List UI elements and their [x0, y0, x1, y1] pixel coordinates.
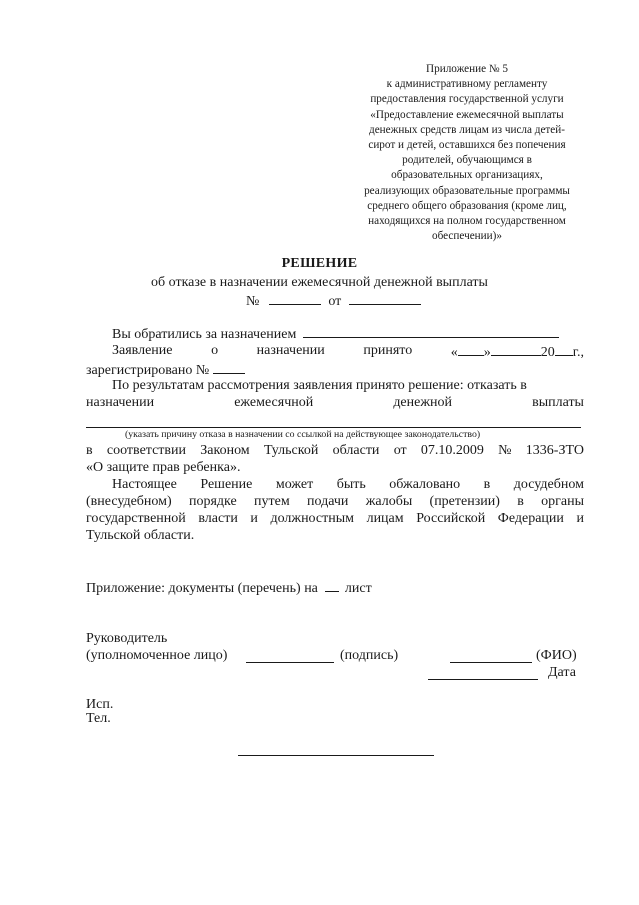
authorized-label: (уполномоченное лицо): [86, 648, 228, 663]
reason-note: (указать причину отказа в назначении со ссылкой на действующее законодательство): [125, 429, 481, 440]
word: 1336-ЗТО: [525, 443, 584, 458]
word: и: [576, 511, 584, 526]
word: быть: [336, 477, 366, 492]
word: области: [332, 443, 380, 458]
registered-line: [86, 361, 245, 379]
appeal-line-4: Тульской области.: [86, 528, 195, 543]
word: жалобы: [365, 494, 413, 509]
word: может: [275, 477, 314, 492]
bottom-divider: [238, 755, 434, 756]
head-label: Руководитель: [86, 631, 168, 646]
appendix-line: денежных средств лицам из числа детей-: [369, 123, 565, 136]
reason-field[interactable]: [86, 427, 581, 428]
word: обжаловано: [389, 477, 461, 492]
appendix-line: находящихся на полном государственном: [368, 215, 566, 228]
word: Настоящее: [112, 477, 177, 492]
word: денежной: [393, 395, 453, 410]
assign-line: [86, 395, 584, 411]
word: и: [250, 511, 258, 526]
word: путем: [254, 494, 290, 509]
word: выплаты: [532, 395, 584, 410]
date-label: Дата: [548, 665, 576, 680]
sheet-count-field[interactable]: [325, 579, 339, 592]
appeal-line-1: [112, 477, 584, 493]
word: в: [517, 494, 524, 509]
word: Решение: [200, 477, 253, 492]
attachment-line: [86, 579, 372, 597]
number-label: №: [246, 294, 260, 309]
appendix-line: реализующих образовательные программы: [364, 184, 570, 197]
registration-number-field[interactable]: [213, 361, 245, 374]
appeal-line-2: [86, 494, 584, 510]
word: о: [211, 343, 219, 358]
word: от: [393, 443, 407, 458]
month-field[interactable]: [491, 343, 541, 356]
word: назначении: [256, 343, 325, 358]
appendix-line: предоставления государственной услуги: [370, 93, 564, 106]
review-result-line: По результатам рассмотрения заявления принято решение: отказать в: [112, 378, 527, 393]
word: (претензии): [429, 494, 500, 509]
decision-number-line: [246, 292, 421, 310]
word: ежемесячной: [234, 395, 314, 410]
word: подачи: [307, 494, 349, 509]
application-accepted-line: [112, 343, 584, 361]
appendix-line: среднего общего образования (кроме лиц,: [367, 199, 567, 212]
word: №: [498, 443, 512, 458]
number-field[interactable]: [269, 292, 321, 305]
sign-label: (подпись): [340, 648, 399, 663]
word: Заявление: [112, 343, 173, 358]
applied-for-label: Вы обратились за назначением: [112, 327, 297, 342]
document-subtitle: об отказе в назначении ежемесячной денежной выплаты: [151, 275, 488, 290]
word: 07.10.2009: [420, 443, 484, 458]
appendix-line: Приложение № 5: [426, 63, 508, 75]
attachment-suffix: лист: [344, 581, 372, 596]
word: должностным: [270, 511, 354, 526]
appendix-line: к административному регламенту: [386, 78, 548, 91]
word: власти: [198, 511, 238, 526]
attachment-label: Приложение: документы (перечень) на: [86, 581, 318, 596]
word: назначении: [86, 395, 155, 410]
law-name: «О защите прав ребенка».: [86, 460, 241, 475]
word: (внесудебном): [86, 494, 172, 509]
word: государственной: [86, 511, 186, 526]
word: Федерации: [497, 511, 564, 526]
word: Российской: [416, 511, 486, 526]
fio-field[interactable]: [450, 662, 532, 663]
day-field[interactable]: [458, 343, 484, 356]
word: соответствии: [106, 443, 186, 458]
word: лицам: [366, 511, 404, 526]
appendix-line: образовательных организациях,: [391, 169, 543, 182]
word: принято: [363, 343, 413, 358]
applied-for-line: [112, 325, 559, 343]
registered-label: зарегистрировано №: [86, 363, 210, 378]
year-field[interactable]: [555, 343, 573, 356]
signature-field[interactable]: [246, 662, 334, 663]
document-title: РЕШЕНИЕ: [281, 256, 358, 271]
appendix-line: обеспечении)»: [432, 230, 502, 243]
word: досудебном: [513, 477, 584, 492]
word: в: [483, 477, 491, 492]
word: порядке: [188, 494, 237, 509]
phone-label: Тел.: [86, 711, 111, 726]
word: в: [86, 443, 93, 458]
word: органы: [541, 494, 584, 509]
executor-label: Исп.: [86, 697, 114, 712]
date-field[interactable]: [349, 292, 421, 305]
accept-date: « » 20 г.,: [450, 345, 584, 360]
appendix-header: [336, 62, 598, 244]
appendix-line: родителей, обучающимся в: [402, 154, 532, 167]
appeal-line-3: [86, 511, 584, 527]
benefit-type-field[interactable]: [303, 325, 559, 338]
appendix-line: «Предоставление ежемесячной выплаты: [370, 108, 564, 121]
word: Законом: [200, 443, 250, 458]
from-label: от: [328, 294, 342, 309]
sign-date-field[interactable]: [428, 679, 538, 680]
law-reference-line: [86, 443, 584, 459]
word: Тульской: [263, 443, 319, 458]
fio-label: (ФИО): [536, 648, 577, 663]
appendix-line: сирот и детей, оставшихся без попечения: [368, 139, 566, 152]
